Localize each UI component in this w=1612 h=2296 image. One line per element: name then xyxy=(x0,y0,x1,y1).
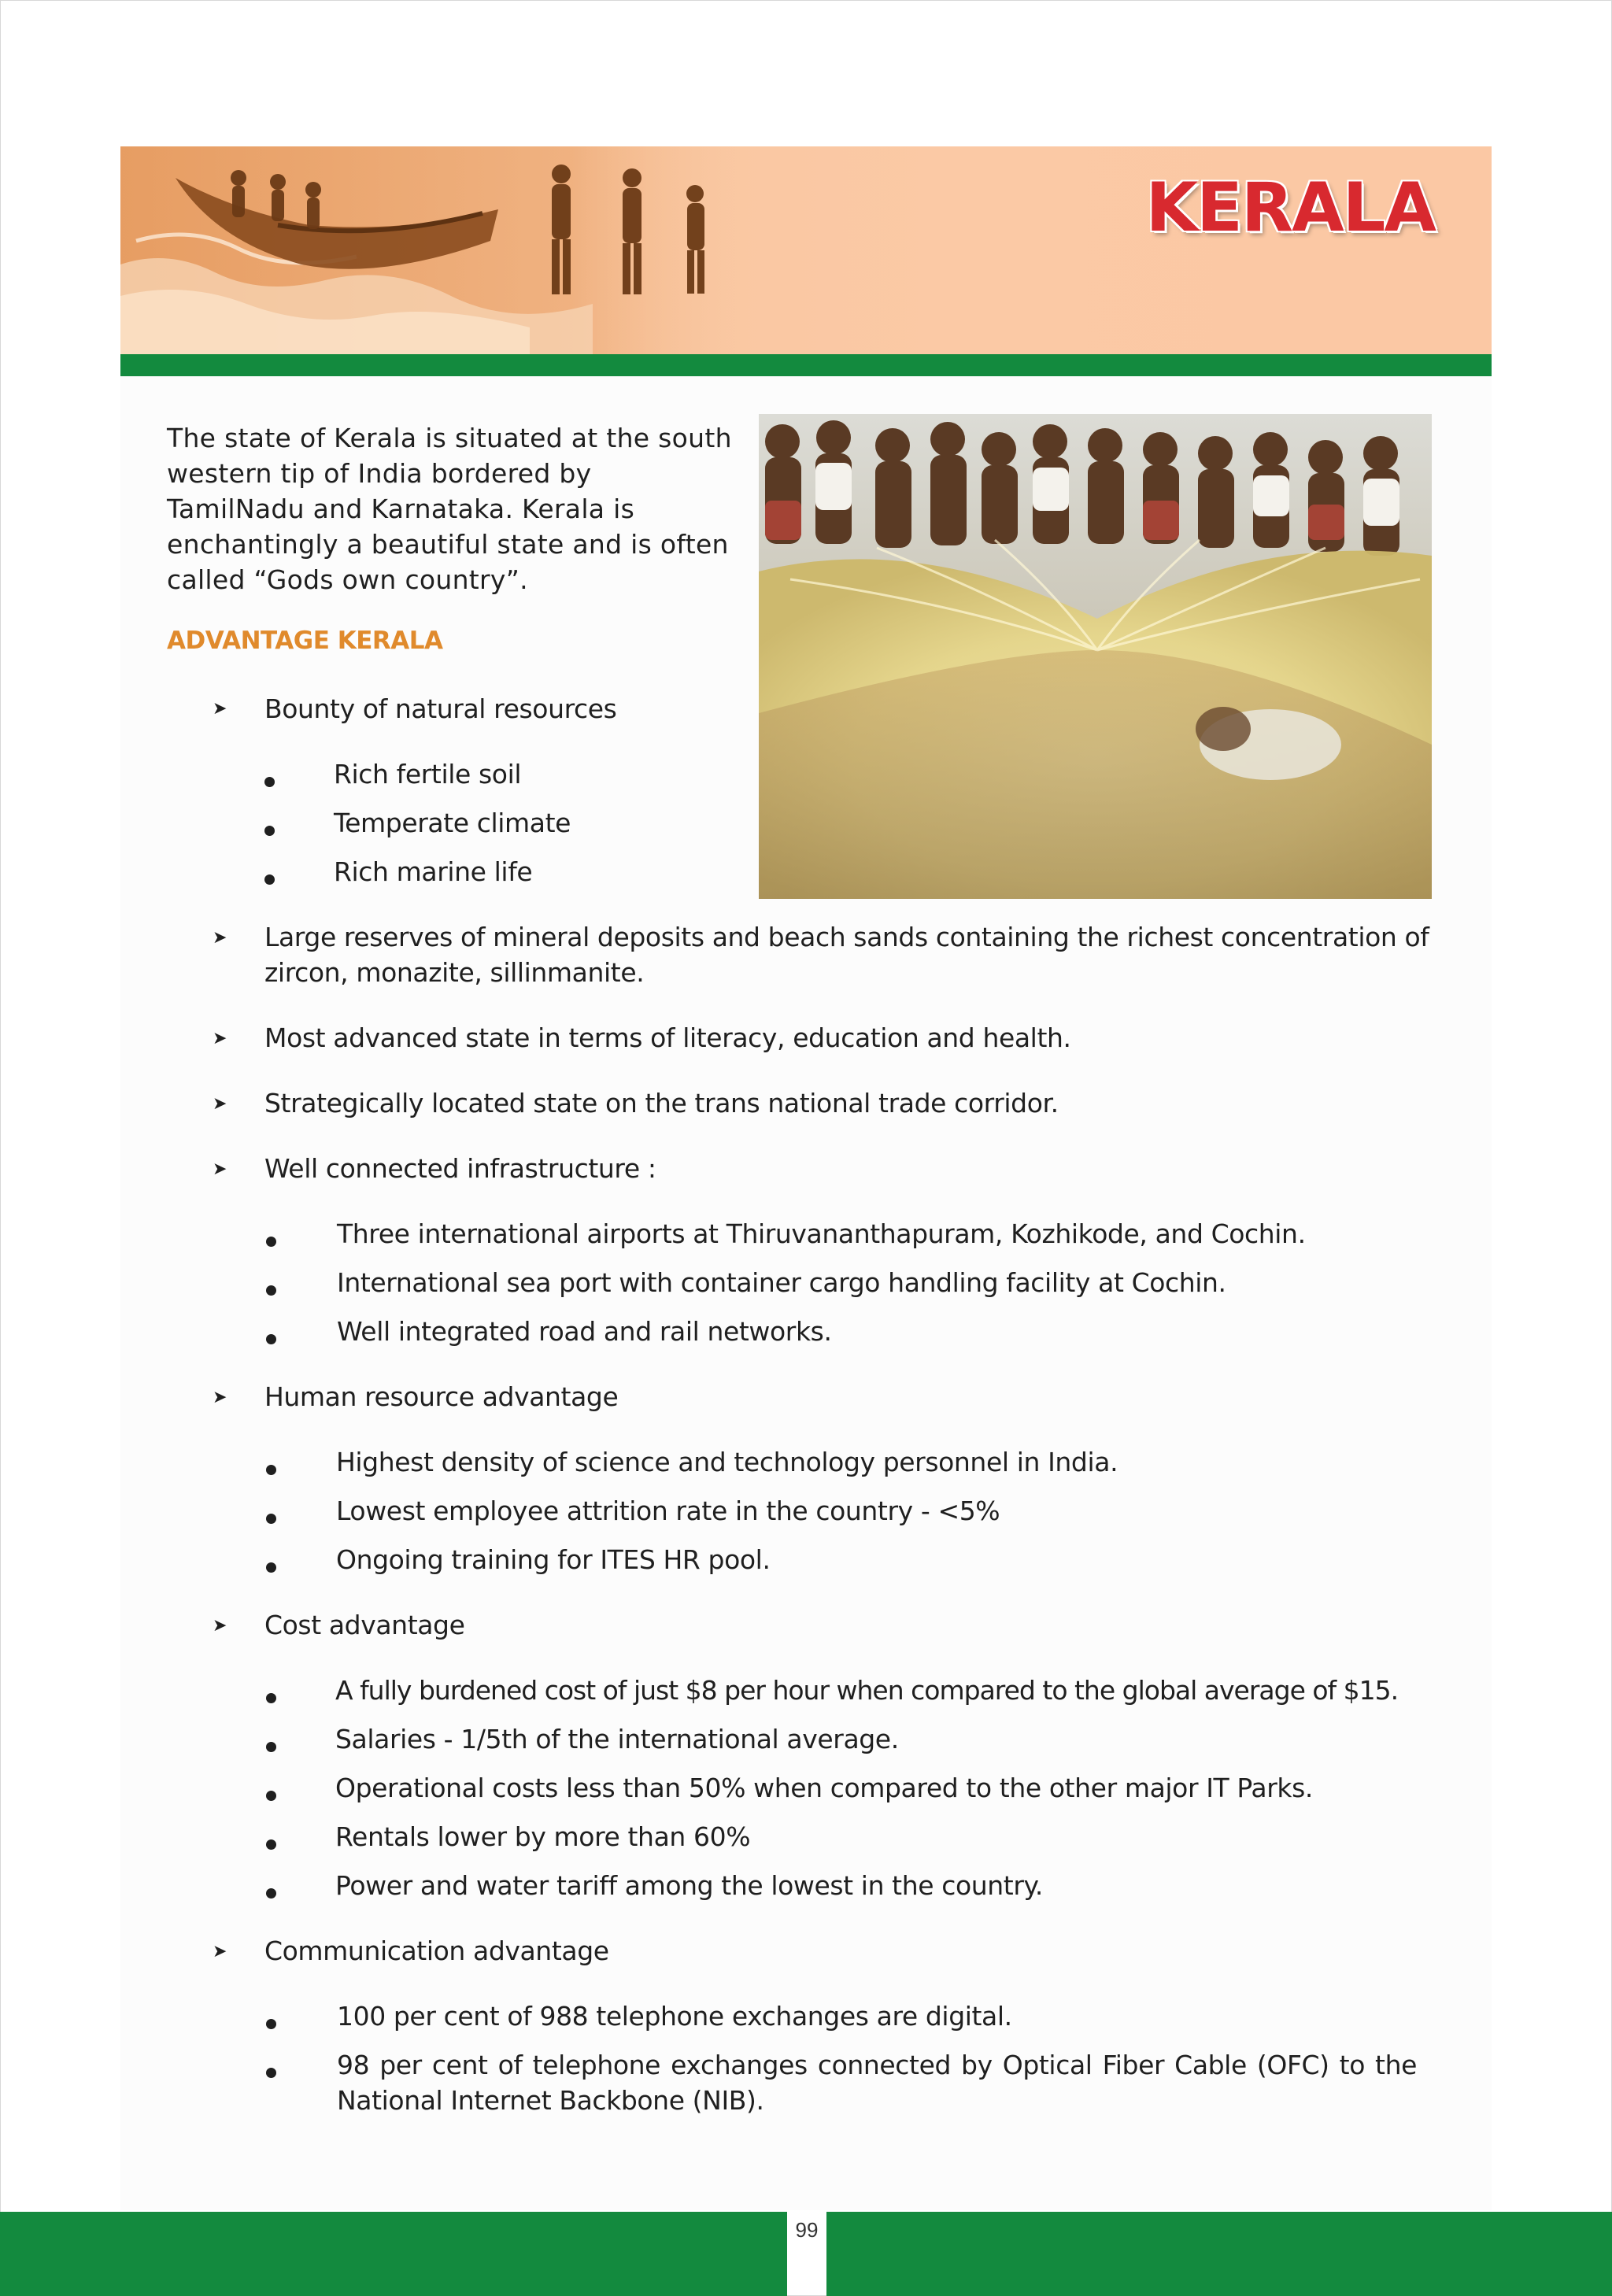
arrow-bullet-icon: ➤ xyxy=(213,1094,227,1114)
bullet-dot-icon xyxy=(264,874,275,885)
advantage-subpoint: 100 per cent of 988 telephone exchanges are digital. xyxy=(337,2001,1012,2032)
advantage-subpoint: Operational costs less than 50% when compared to the other major IT Parks. xyxy=(335,1773,1313,1803)
arrow-bullet-icon: ➤ xyxy=(213,1616,227,1636)
page-title: KERALA xyxy=(1145,168,1435,247)
bullet-dot-icon xyxy=(266,1888,276,1899)
arrow-bullet-icon: ➤ xyxy=(213,1942,227,1961)
advantage-subpoint: Lowest employee attrition rate in the country - <5% xyxy=(336,1496,1000,1526)
intro-paragraph: The state of Kerala is situated at the south western tip of India bordered by TamilNadu and Karnataka. Kerala is enchantingly a beautiful state and is often called “Gods own country”. xyxy=(167,423,732,595)
advantage-subpoint: International sea port with container cargo handling facility at Cochin. xyxy=(337,1267,1226,1298)
advantage-subpoint: Well integrated road and rail networks. xyxy=(337,1316,832,1347)
bullet-dot-icon xyxy=(266,1742,276,1752)
header-stripe xyxy=(120,354,1492,376)
bullet-dot-icon xyxy=(266,1693,276,1703)
advantage-subpoint: 98 per cent of telephone exchanges connected by Optical Fiber Cable (OFC) to the National Internet Backbone (NIB). xyxy=(337,2050,1417,2116)
advantage-subpoint: Ongoing training for ITES HR pool. xyxy=(336,1544,771,1575)
advantage-point: Strategically located state on the trans national trade corridor. xyxy=(264,1088,1059,1118)
fishermen-net-illustration xyxy=(759,414,1432,899)
footer-bar-left xyxy=(0,2212,787,2296)
bullet-dot-icon xyxy=(266,1839,276,1850)
advantage-subpoint: Salaries - 1/5th of the international average. xyxy=(335,1724,899,1754)
footer-bar-right xyxy=(826,2212,1612,2296)
arrow-bullet-icon: ➤ xyxy=(213,928,227,948)
arrow-bullet-icon: ➤ xyxy=(213,1388,227,1407)
advantage-point: Large reserves of mineral deposits and beach sands containing the richest concentration of zircon, monazite, sillinmanite. xyxy=(264,922,1429,988)
header-banner xyxy=(120,146,1492,354)
advantage-subpoint: Rentals lower by more than 60% xyxy=(335,1821,751,1852)
advantage-point: Most advanced state in terms of literacy, education and health. xyxy=(264,1022,1071,1053)
bullet-dot-icon xyxy=(264,777,275,787)
bullet-dot-icon xyxy=(266,2068,276,2078)
bullet-dot-icon xyxy=(266,1562,276,1573)
fishing-boat-illustration xyxy=(120,146,766,354)
bullet-dot-icon xyxy=(266,1791,276,1801)
advantage-point: Cost advantage xyxy=(264,1610,465,1640)
bullet-dot-icon xyxy=(266,1237,276,1247)
bullet-dot-icon xyxy=(266,1334,276,1344)
advantage-subpoint: Three international airports at Thiruvananthapuram, Kozhikode, and Cochin. xyxy=(337,1218,1306,1249)
advantage-subpoint: Rich marine life xyxy=(334,856,533,887)
bullet-dot-icon xyxy=(266,1285,276,1296)
bullet-dot-icon xyxy=(266,1465,276,1475)
bullet-dot-icon xyxy=(264,826,275,836)
bullet-dot-icon xyxy=(266,2019,276,2029)
arrow-bullet-icon: ➤ xyxy=(213,699,227,719)
advantage-subpoint: Power and water tariff among the lowest in the country. xyxy=(335,1870,1044,1901)
advantage-subpoint: Rich fertile soil xyxy=(334,759,522,789)
advantage-subpoint: Highest density of science and technology personnel in India. xyxy=(336,1447,1118,1477)
advantage-subpoint: A fully burdened cost of just $8 per hour when compared to the global average of $15. xyxy=(335,1675,1399,1706)
fishermen-net-photo xyxy=(759,414,1432,899)
advantage-point: Human resource advantage xyxy=(264,1381,619,1412)
advantage-subpoint: Temperate climate xyxy=(334,808,571,838)
arrow-bullet-icon: ➤ xyxy=(213,1159,227,1179)
advantage-point: Bounty of natural resources xyxy=(264,693,617,724)
advantage-heading: ADVANTAGE KERALA xyxy=(167,627,443,655)
advantage-point: Communication advantage xyxy=(264,1936,609,1966)
page-number: 99 xyxy=(795,2218,819,2242)
arrow-bullet-icon: ➤ xyxy=(213,1029,227,1048)
bullet-dot-icon xyxy=(266,1514,276,1524)
advantage-point: Well connected infrastructure : xyxy=(264,1153,656,1184)
